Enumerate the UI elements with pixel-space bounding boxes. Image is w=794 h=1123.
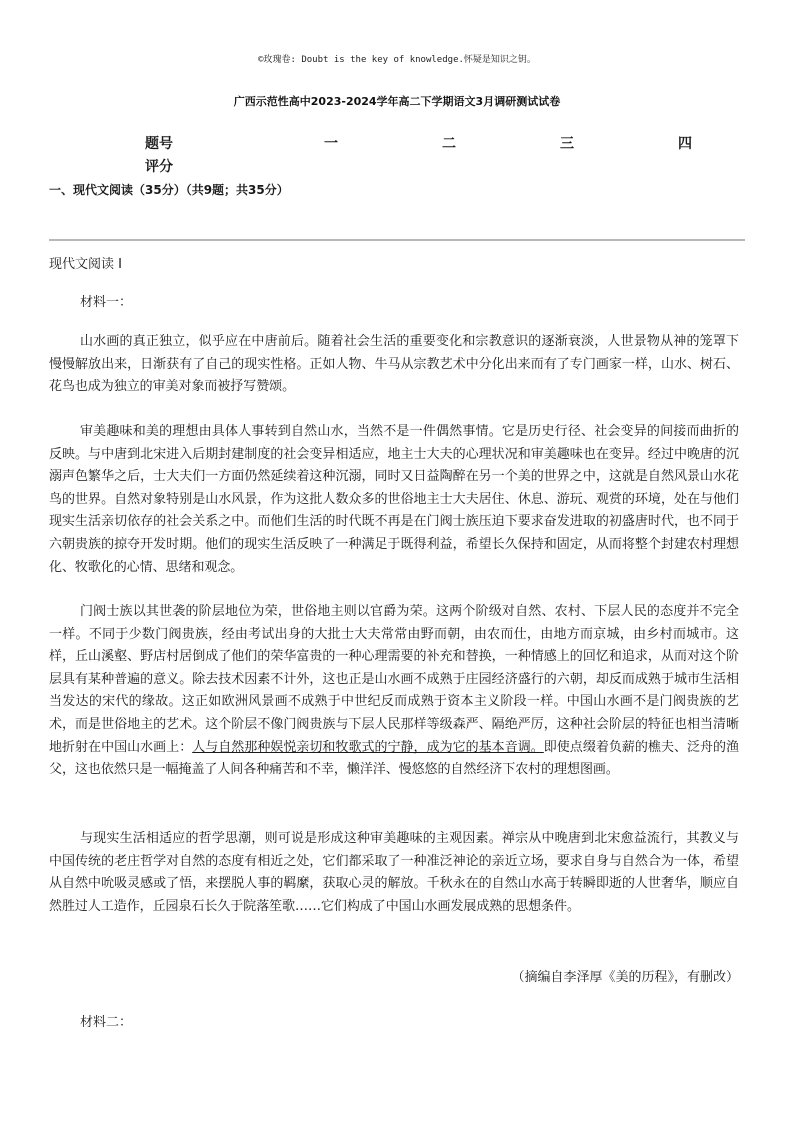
score-table-column-3: 三 [560, 136, 574, 152]
score-table-column-1: 一 [324, 136, 338, 152]
material-2-label: 材料二： [80, 1015, 133, 1030]
paragraph-3-underlined-sentence: 人与自然那种娱悦亲切和牧歌式的宁静，成为它的基本音调。 [192, 739, 544, 755]
paragraph-2: 审美趣味和美的理想由具体人事转到自然山水，当然不是一件偶然事情。它是历史行径、社会变异的间接而曲折的反映。与中唐到北宋进入后期封建制度的社会变异相适应，地主士大夫的心理状况和审美趣味也在变异。经过中晚唐的沉溺声色繁华之后，士大夫们一方面仍然延续着这种沉溺，同时又日益陶醉在另一个美的世界之中，这就是自然风景山水花鸟的世界。自然对象特别是山水风景，作为这批人数众多的世俗地主士大夫居住、休息、游玩、观赏的环境，处在与他们现实生活亲切依存的社会关系之中。而他们生活的时代既不再是在门阀士族压迫下要求奋发进取的初盛唐时代，也不同于六朝贵族的掠夺开发时期。他们的现实生活反映了一种满足于既得利益，希望长久保持和固定，从而将整个封建农村理想化、牧歌化的心情、思绪和观念。 [49, 424, 739, 575]
score-table [0, 133, 794, 177]
paragraph-3-text: 门阀士族以其世袭的阶层地位为荣，世俗地主则以官爵为荣。这两个阶级对自然、农村、下层人民的态度并不完全一样。不同于少数门阀贵族，经由考试出身的大批士大夫常常由野而朝，由农而仕，由地方而京城，由乡村而城市。这样，丘山溪壑、野店村居倒成了他们的荣华富贵的一种心理需要的补充和替换，一种情感上的回忆和追求，从而对这个阶层具有某种普遍的意义。除去技术因素不计外，这也正是山水画不成熟于庄园经济盛行的六朝，却反而成熟于城市生活相当发达的宋代的缘故。这正如欧洲风景画不成熟于中世纪反而成熟于资本主义阶段一样。中国山水画不是门阀贵族的艺术，而是世俗地主的艺术。这个阶层不像门阀贵族与下层人民那样等级森严、隔绝严厉，这种社会阶层的特征也相当清晰地折射在中国山水画上： [49, 604, 739, 755]
source-citation: （摘编自李泽厚《美的历程》，有删改） [511, 970, 739, 985]
score-table-header-label: 题号 [145, 136, 173, 152]
paragraph-1: 山水画的真正独立，似乎应在中唐前后。随着社会生活的重要变化和宗教意识的逐渐衰淡，人世景物从神的笼罩下慢慢解放出来，日渐获有了自己的现实性格。正如人物、牛马从宗教艺术中分化出来而有了专门画家一样，山水、树石、花鸟也成为独立的审美对象而被抒写赞颂。 [49, 334, 739, 395]
score-table-column-4: 四 [678, 136, 692, 152]
paragraph-4: 与现实生活相适应的哲学思潮，则可说是形成这种审美趣味的主观因素。禅宗从中晚唐到北宋愈益流行，其教义与中国传统的老庄哲学对自然的态度有相近之处，它们都采取了一种准泛神论的亲近立场，要求自身与自然合为一体，希望从自然中吮吸灵感或了悟，来摆脱人事的羁縻，获取心灵的解放。千秋永在的自然山水高于转瞬即逝的人世奢华，顺应自然胜过人工造作，丘园泉石长久于院落笙歌……它们构成了中国山水画发展成熟的思想条件。 [49, 831, 739, 914]
material-1-label: 材料一： [80, 295, 133, 310]
score-table-column-2: 二 [442, 136, 456, 152]
header-note: ©玫瑰卷: Doubt is the key of knowledge.怀疑是知识之钥。 [258, 55, 536, 65]
section-divider [49, 239, 745, 241]
paragraph-3-text-end: 即使点缀着负薪的樵夫、泛舟的渔父，这也依然只是一幅掩盖了人间各种痛苦和不幸，懒洋洋、慢悠悠的自然经济下农村的理想图画。 [49, 739, 739, 778]
score-table-score-label: 评分 [145, 159, 173, 175]
subsection-label: 现代文阅读 I [49, 257, 122, 272]
paragraph-3 [49, 601, 739, 782]
section-heading: 一、现代文阅读（35分）（共9题；共35分） [49, 183, 289, 197]
exam-title: 广西示范性高中2023-2024学年高二下学期语文3月调研测试试卷 [233, 95, 561, 108]
